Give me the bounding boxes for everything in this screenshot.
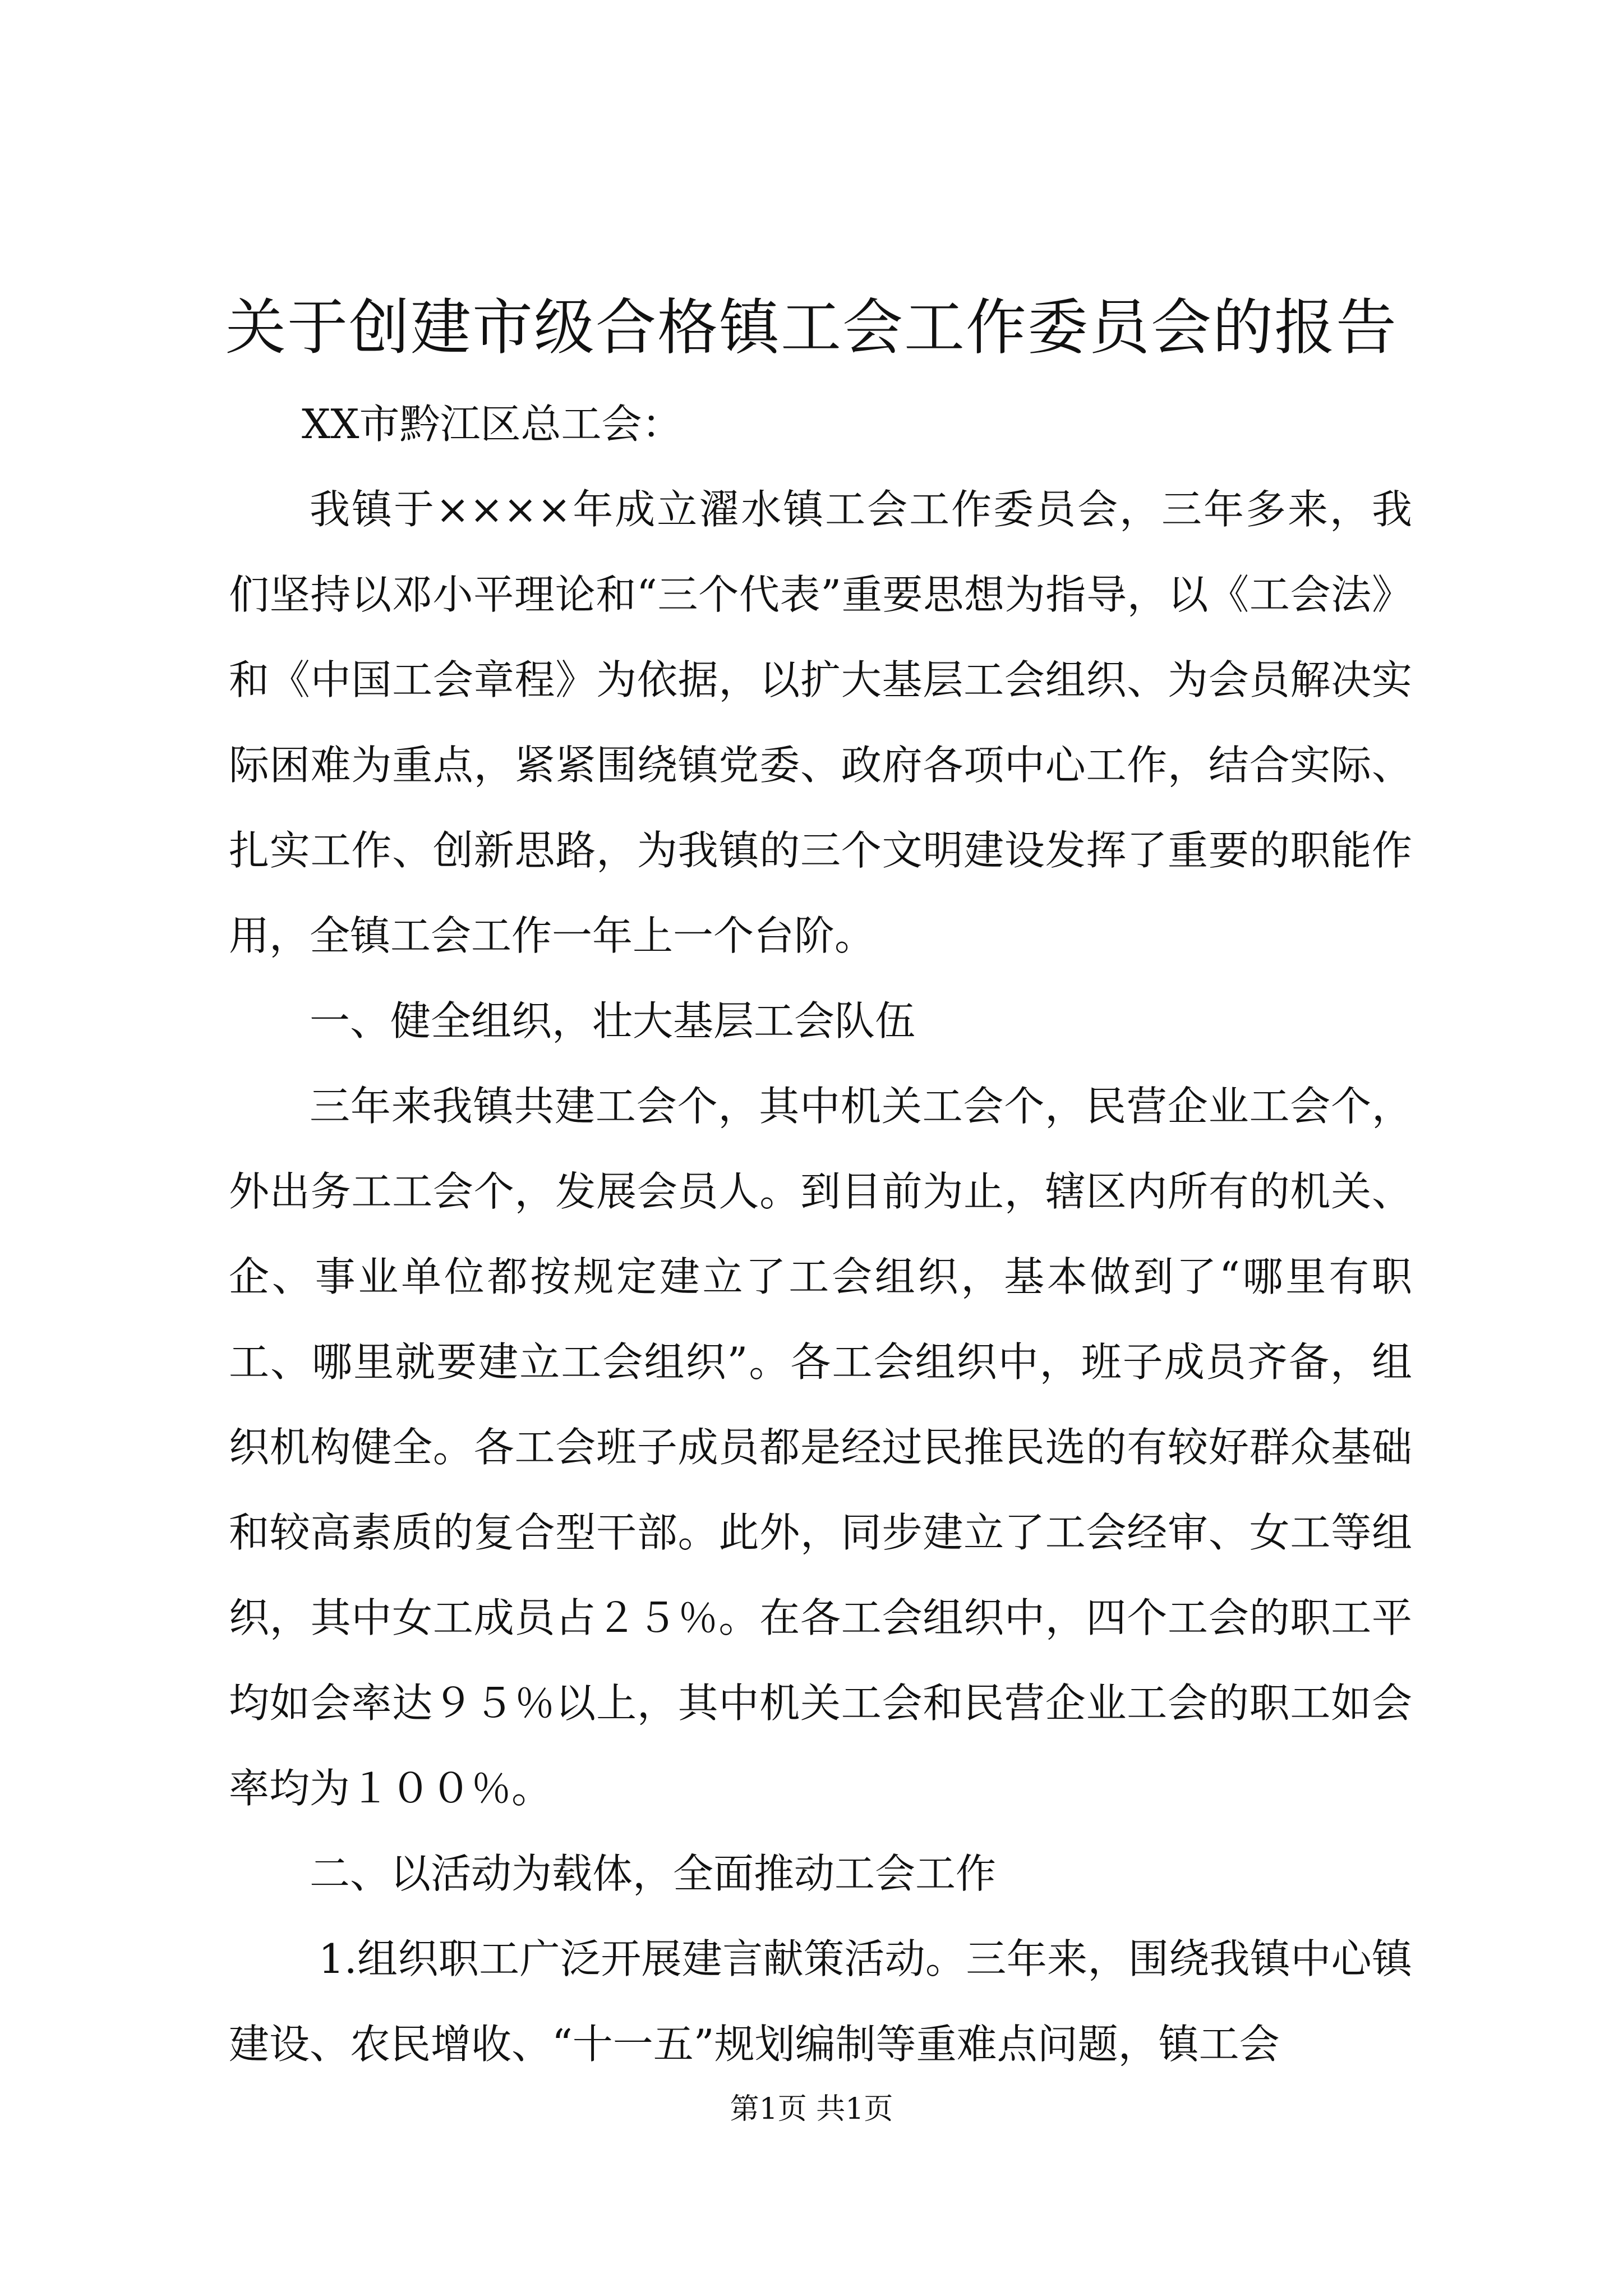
section-heading-1: 一、健全组织，壮大基层工会队伍	[310, 997, 916, 1045]
document-body	[229, 381, 1412, 2087]
section-heading-2: 二、以活动为载体，全面推动工会工作	[310, 1850, 997, 1897]
salutation: XX市黔江区总工会：	[302, 401, 683, 448]
intro-paragraph: 我镇于××××年成立濯水镇工会工作委员会，三年多来，我们坚持以邓小平理论和“三个代表”重要思想为指导，以《工会法》和《中国工会章程》为依据，以扩大基层工会组织、为会员解决实际困难为重点，紧紧围绕镇党委、政府各项中心工作，结合实际、扎实工作、创新思路，为我镇的三个文明建设发挥了重要的职能作用，全镇工会工作一年上一个台阶。	[229, 486, 1412, 959]
document-title: 关于创建市级合格镇工会工作委员会的报告	[225, 293, 1398, 363]
section-1-paragraph: 三年来我镇共建工会个，其中机关工会个，民营企业工会个，外出务工工会个，发展会员人。到目前为止，辖区内所有的机关、企、事业单位都按规定建立了工会组织，基本做到了“哪里有职工、哪里就要建立工会组织”。各工会组织中，班子成员齐备，组织机构健全。各工会班子成员都是经过民推民选的有较好群众基础和较高素质的复合型干部。此外，同步建立了工会经审、女工等组织，其中女工成员占２５％。在各工会组织中，四个工会的职工平均如会率达９５％以上，其中机关工会和民营企业工会的职工如会率均为１００％。	[229, 1083, 1412, 1812]
page-footer: 第1页 共1页	[730, 2092, 893, 2126]
section-2-item-1: 1.组织职工广泛开展建言献策活动。三年来，围绕我镇中心镇建设、农民增收、“十一五”规划编制等重难点问题，镇工会	[229, 1935, 1412, 2068]
